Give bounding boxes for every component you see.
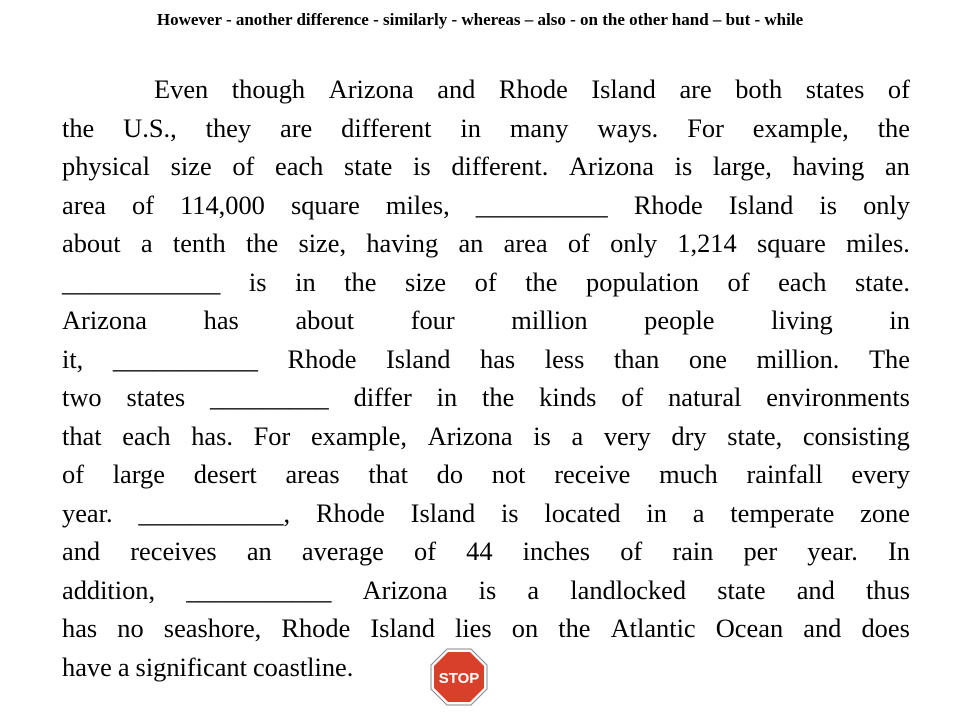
word: year.	[62, 497, 113, 528]
word: they	[205, 112, 252, 143]
word: of	[887, 74, 910, 104]
word: zone	[860, 497, 910, 528]
word: than	[613, 343, 660, 374]
word: of	[232, 151, 255, 181]
word: year.	[807, 536, 858, 566]
word: of	[620, 536, 643, 566]
word: state.	[855, 266, 910, 297]
word: area	[503, 228, 548, 258]
word: each	[778, 266, 827, 297]
word: differ	[353, 382, 412, 412]
word: each	[122, 420, 171, 451]
word: 114,000	[180, 189, 265, 220]
word: two	[62, 382, 102, 412]
word: million	[511, 305, 588, 335]
word: much	[659, 459, 718, 489]
word: size	[405, 266, 447, 297]
word: Arizona	[62, 305, 147, 335]
word: of	[567, 228, 590, 258]
word: miles.	[846, 228, 910, 258]
word: environments	[766, 382, 910, 412]
word: an	[458, 228, 484, 258]
passage-text	[62, 70, 910, 686]
word: area	[62, 189, 106, 220]
word: example,	[752, 112, 849, 143]
blank: _________	[209, 382, 329, 412]
passage-line	[62, 532, 910, 571]
word: square	[756, 228, 826, 258]
word: have	[62, 651, 112, 682]
word: For	[687, 112, 724, 143]
word: of	[132, 189, 154, 220]
word: state	[717, 574, 766, 605]
word: do	[436, 459, 464, 489]
word: is	[500, 497, 519, 528]
blank: ___________	[186, 574, 332, 605]
word: Arizona	[568, 151, 654, 181]
word: natural	[668, 382, 742, 412]
word: Island	[370, 613, 435, 643]
word: Rhode	[498, 74, 568, 104]
stop-sign-icon	[430, 648, 488, 706]
word: though	[231, 74, 306, 104]
word: addition,	[62, 574, 156, 605]
word: a	[140, 228, 153, 258]
blank: __________	[475, 189, 608, 220]
word: the	[62, 112, 95, 143]
word: that	[62, 420, 102, 451]
passage-line	[62, 571, 910, 610]
word: about	[62, 228, 121, 258]
word: four	[410, 305, 455, 335]
word: size	[170, 151, 212, 181]
word: of	[62, 459, 84, 489]
word: an	[246, 536, 272, 566]
passage-line	[62, 455, 910, 494]
word: square	[290, 189, 360, 220]
word: Rhode	[315, 497, 385, 528]
word: located	[544, 497, 621, 528]
word: having	[792, 151, 865, 181]
word: consisting	[802, 420, 910, 451]
word: state,	[727, 420, 783, 451]
word: has	[62, 613, 98, 643]
word: inches	[522, 536, 591, 566]
word: Island	[591, 74, 656, 104]
passage-line	[62, 301, 910, 340]
word: is	[533, 420, 551, 451]
word: Island	[410, 497, 476, 528]
word: Rhode	[281, 613, 351, 643]
word: U.S.,	[123, 112, 177, 143]
passage-line	[62, 186, 910, 225]
word: Atlantic	[610, 613, 696, 643]
word: one	[688, 343, 727, 374]
word: large,	[712, 151, 772, 181]
word: the	[525, 266, 558, 297]
word: and	[437, 74, 476, 104]
word: and	[62, 536, 101, 566]
word: physical	[62, 151, 150, 181]
word: the	[245, 228, 279, 258]
word: and	[803, 613, 842, 643]
word: kinds	[539, 382, 597, 412]
passage-line	[62, 340, 910, 379]
word: Island	[385, 343, 451, 374]
word: in	[436, 382, 458, 412]
word: dry	[671, 420, 707, 451]
word: Arizona	[328, 74, 414, 104]
word: is	[413, 151, 431, 181]
word: million.	[756, 343, 840, 374]
word: population	[586, 266, 699, 297]
passage-line	[62, 70, 910, 109]
word: does	[861, 613, 910, 643]
word: rain	[672, 536, 714, 566]
passage-line	[62, 378, 910, 417]
word: example,	[310, 420, 407, 451]
word: large	[112, 459, 165, 489]
word: state	[344, 151, 393, 181]
word: size,	[298, 228, 347, 258]
word: areas	[285, 459, 340, 489]
word: Rhode	[633, 189, 703, 220]
word: less	[544, 343, 585, 374]
word: thus	[865, 574, 910, 605]
blank: ___________,	[138, 497, 291, 528]
word: not	[491, 459, 526, 489]
word: Rhode	[287, 343, 357, 374]
word: having	[366, 228, 439, 258]
word: per	[743, 536, 778, 566]
word: In	[887, 536, 910, 566]
word: every	[851, 459, 910, 489]
word: has	[480, 343, 516, 374]
word: rainfall	[746, 459, 823, 489]
stop-sign-label: STOP	[438, 670, 480, 687]
passage-line	[62, 224, 910, 263]
word: a	[117, 651, 130, 682]
word: it,	[62, 343, 84, 374]
word: seashore,	[163, 613, 262, 643]
word: living	[771, 305, 833, 335]
word: significant	[135, 651, 247, 682]
word: are	[279, 112, 313, 143]
word: the	[558, 613, 591, 643]
word: are	[679, 74, 712, 104]
word: Island	[728, 189, 794, 220]
word: of	[727, 266, 750, 297]
word: receives	[130, 536, 217, 566]
word: different	[341, 112, 432, 143]
word: For	[253, 420, 291, 451]
word: about	[295, 305, 355, 335]
word: has.	[191, 420, 233, 451]
word: in	[646, 497, 667, 528]
word: 44	[466, 536, 493, 566]
word: very	[603, 420, 651, 451]
word: lies	[455, 613, 492, 643]
word: of	[474, 266, 497, 297]
word: coastline.	[252, 651, 354, 682]
word: different.	[451, 151, 549, 181]
word: each	[274, 151, 324, 181]
word: miles,	[385, 189, 450, 220]
word: the	[877, 112, 910, 143]
word: desert	[193, 459, 257, 489]
word: many	[509, 112, 569, 143]
word: a	[571, 420, 584, 451]
word: of	[621, 382, 644, 412]
word: is	[248, 266, 267, 297]
blank: ____________	[62, 266, 221, 297]
word: tenth	[172, 228, 226, 258]
word: is	[819, 189, 837, 220]
word: average	[301, 536, 384, 566]
word: on	[511, 613, 539, 643]
word: ways.	[597, 112, 659, 143]
word: is	[674, 151, 693, 181]
word: only	[863, 189, 910, 220]
word: temperate	[730, 497, 835, 528]
word: a	[692, 497, 705, 528]
word: the	[344, 266, 377, 297]
blank: ___________	[112, 343, 258, 374]
word: both	[735, 74, 783, 104]
word: has	[203, 305, 239, 335]
word: people	[644, 305, 715, 335]
word: 1,214	[677, 228, 737, 258]
word: receive	[554, 459, 631, 489]
word: Arizona	[427, 420, 513, 451]
word-bank-header: However - another difference - similarly - whereas – also - on the other hand – but - while	[156, 10, 804, 29]
passage-line	[62, 109, 910, 148]
word: a	[527, 574, 540, 605]
passage-line	[62, 147, 910, 186]
word: only	[610, 228, 658, 258]
word: and	[796, 574, 835, 605]
word: Ocean	[715, 613, 784, 643]
word: states	[805, 74, 865, 104]
word: in	[460, 112, 481, 143]
word: Arizona	[362, 574, 448, 605]
word: The	[868, 343, 910, 374]
word: an	[884, 151, 910, 181]
passage-line	[62, 417, 910, 456]
word: Even	[154, 74, 209, 104]
word: of	[414, 536, 437, 566]
passage-line	[62, 609, 910, 648]
word: is	[478, 574, 497, 605]
word: no	[117, 613, 144, 643]
passage-line	[62, 494, 910, 533]
word: that	[368, 459, 408, 489]
word: in	[295, 266, 316, 297]
word: in	[889, 305, 910, 335]
word: landlocked	[570, 574, 687, 605]
word: the	[482, 382, 515, 412]
word: states	[126, 382, 186, 412]
passage-line	[62, 263, 910, 302]
